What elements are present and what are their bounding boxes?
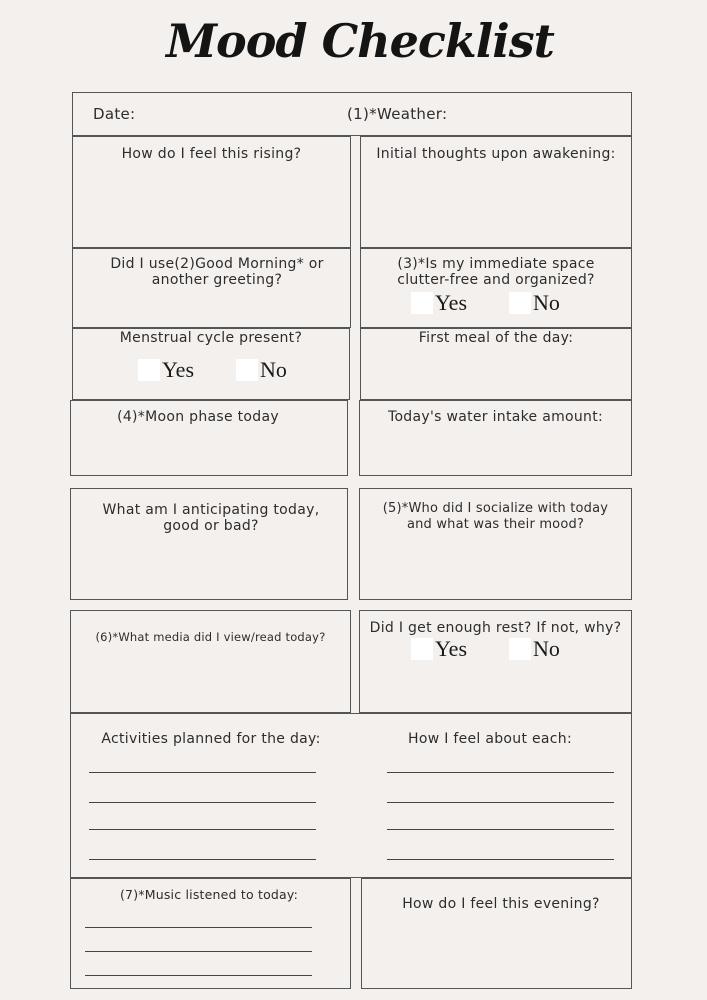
rest-prompt: Did I get enough rest? If not, why? (369, 620, 622, 636)
menstrual-yes-label: Yes (162, 357, 195, 382)
weather-label: (1)*Weather: (347, 105, 448, 123)
music-prompt: (7)*Music listened to today: (119, 887, 299, 902)
rest-no-option[interactable] (509, 638, 560, 660)
rest-yes-label: Yes (435, 636, 468, 661)
media-prompt: (6)*What media did I view/read today? (95, 630, 326, 644)
menstrual-yes-option[interactable] (138, 359, 194, 381)
page-title: Mood Checklist (166, 14, 554, 68)
music-line[interactable] (85, 975, 312, 976)
water-prompt: Today's water intake amount: (387, 409, 604, 425)
space-prompt: (3)*Is my immediate space clutter-free and organized? (397, 256, 595, 288)
socialize-prompt: (5)*Who did I socialize with today and what was their mood? (382, 501, 609, 532)
space-yes-label: Yes (435, 290, 468, 315)
evening-prompt: How do I feel this evening? (402, 896, 600, 912)
menstrual-yes-checkbox[interactable] (138, 359, 160, 381)
music-line[interactable] (85, 927, 312, 928)
activities-prompt: Activities planned for the day: (101, 731, 321, 747)
activity-line[interactable] (89, 859, 316, 860)
activity-line[interactable] (89, 802, 316, 803)
rest-no-label: No (533, 636, 560, 661)
rest-yes-option[interactable] (411, 638, 467, 660)
first-meal-prompt: First meal of the day: (418, 330, 574, 346)
initial-thoughts-prompt: Initial thoughts upon awakening: (376, 146, 616, 162)
space-no-label: No (533, 290, 560, 315)
menstrual-no-option[interactable] (236, 359, 287, 381)
activity-line[interactable] (89, 829, 316, 830)
date-label: Date: (93, 105, 136, 123)
greeting-prompt: Did I use(2)Good Morning* or another greeting? (110, 256, 324, 288)
space-yes-option[interactable] (411, 292, 467, 314)
feeling-line[interactable] (387, 859, 614, 860)
music-line[interactable] (85, 951, 312, 952)
space-yes-checkbox[interactable] (411, 292, 433, 314)
rest-yes-checkbox[interactable] (411, 638, 433, 660)
evening-box[interactable] (361, 878, 632, 989)
menstrual-prompt: Menstrual cycle present? (119, 330, 303, 346)
feeling-line[interactable] (387, 772, 614, 773)
anticipating-prompt: What am I anticipating today, good or bad? (102, 502, 320, 534)
space-no-checkbox[interactable] (509, 292, 531, 314)
rising-prompt: How do I feel this rising? (121, 146, 302, 162)
media-box[interactable] (70, 610, 351, 713)
space-no-option[interactable] (509, 292, 560, 314)
activity-line[interactable] (89, 772, 316, 773)
feeling-line[interactable] (387, 829, 614, 830)
menstrual-no-label: No (260, 357, 287, 382)
menstrual-no-checkbox[interactable] (236, 359, 258, 381)
moon-prompt: (4)*Moon phase today (117, 409, 279, 425)
feel-each-prompt: How I feel about each: (408, 731, 572, 747)
rest-no-checkbox[interactable] (509, 638, 531, 660)
feeling-line[interactable] (387, 802, 614, 803)
